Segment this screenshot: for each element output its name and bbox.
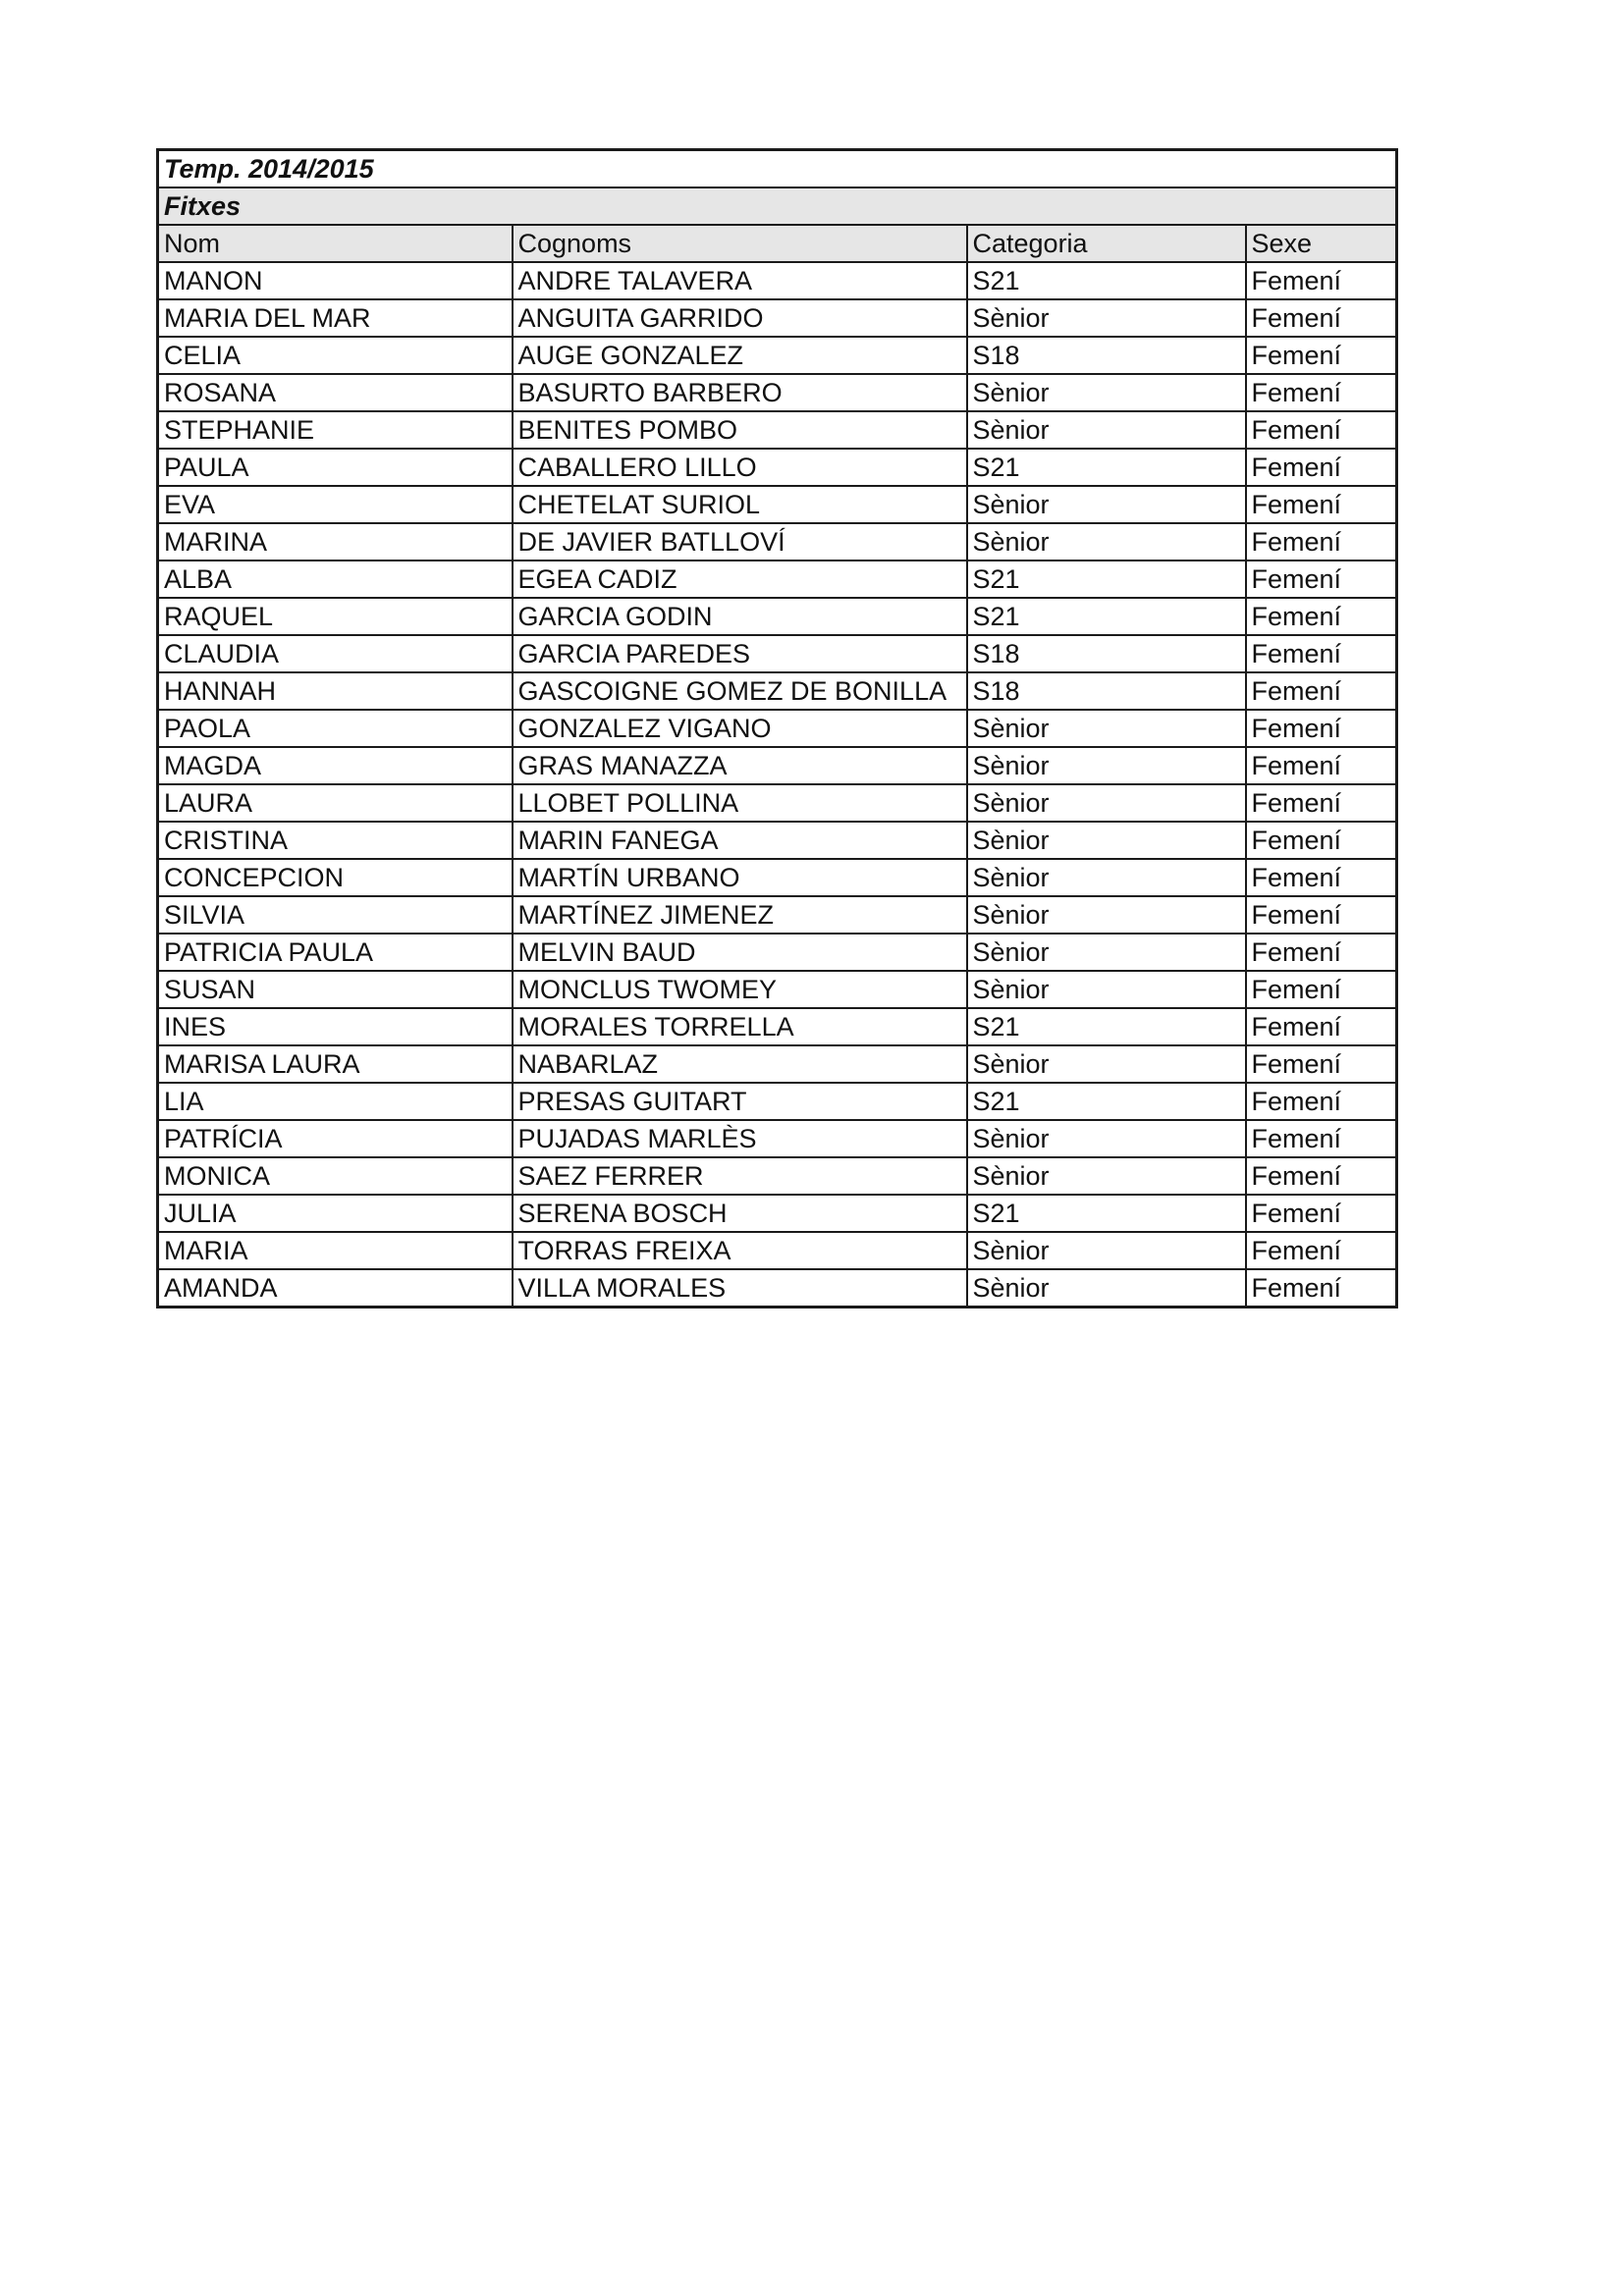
cell-nom: STEPHANIE <box>158 411 513 449</box>
column-header-nom: Nom <box>158 225 513 262</box>
table-row <box>158 1269 1397 1308</box>
table-row <box>158 672 1397 710</box>
cell-nom: PATRICIA PAULA <box>158 934 513 971</box>
cell-cognoms: BENITES POMBO <box>513 411 967 449</box>
cell-nom: MARIA DEL MAR <box>158 299 513 337</box>
cell-categoria: S21 <box>967 598 1246 635</box>
cell-categoria: Sènior <box>967 411 1246 449</box>
roster-sheet <box>156 148 1395 1308</box>
table-row <box>158 1083 1397 1120</box>
table-row <box>158 299 1397 337</box>
cell-cognoms: AUGE GONZALEZ <box>513 337 967 374</box>
cell-nom: MANON <box>158 262 513 299</box>
cell-categoria: S21 <box>967 262 1246 299</box>
cell-sexe: Femení <box>1246 971 1397 1008</box>
table-row <box>158 449 1397 486</box>
cell-categoria: Sènior <box>967 374 1246 411</box>
cell-sexe: Femení <box>1246 784 1397 822</box>
cell-nom: EVA <box>158 486 513 523</box>
cell-categoria: Sènior <box>967 784 1246 822</box>
cell-nom: JULIA <box>158 1195 513 1232</box>
cell-cognoms: MARTÍN URBANO <box>513 859 967 896</box>
cell-sexe: Femení <box>1246 896 1397 934</box>
cell-nom: LAURA <box>158 784 513 822</box>
cell-nom: CRISTINA <box>158 822 513 859</box>
table-row <box>158 1232 1397 1269</box>
table-row <box>158 710 1397 747</box>
cell-cognoms: LLOBET POLLINA <box>513 784 967 822</box>
cell-categoria: Sènior <box>967 971 1246 1008</box>
cell-nom: INES <box>158 1008 513 1045</box>
cell-sexe: Femení <box>1246 710 1397 747</box>
cell-cognoms: MONCLUS TWOMEY <box>513 971 967 1008</box>
cell-categoria: Sènior <box>967 1045 1246 1083</box>
cell-sexe: Femení <box>1246 598 1397 635</box>
cell-cognoms: MARTÍNEZ JIMENEZ <box>513 896 967 934</box>
table-row <box>158 896 1397 934</box>
cell-nom: HANNAH <box>158 672 513 710</box>
table-row <box>158 784 1397 822</box>
cell-cognoms: GARCIA PAREDES <box>513 635 967 672</box>
cell-sexe: Femení <box>1246 1195 1397 1232</box>
cell-cognoms: SERENA BOSCH <box>513 1195 967 1232</box>
cell-nom: AMANDA <box>158 1269 513 1308</box>
cell-nom: CLAUDIA <box>158 635 513 672</box>
cell-cognoms: ANDRE TALAVERA <box>513 262 967 299</box>
cell-cognoms: EGEA CADIZ <box>513 561 967 598</box>
cell-cognoms: MELVIN BAUD <box>513 934 967 971</box>
cell-sexe: Femení <box>1246 1120 1397 1157</box>
cell-sexe: Femení <box>1246 672 1397 710</box>
cell-cognoms: MORALES TORRELLA <box>513 1008 967 1045</box>
cell-categoria: S21 <box>967 1195 1246 1232</box>
table-row <box>158 635 1397 672</box>
cell-cognoms: MARIN FANEGA <box>513 822 967 859</box>
cell-sexe: Femení <box>1246 635 1397 672</box>
cell-sexe: Femení <box>1246 934 1397 971</box>
cell-categoria: S21 <box>967 1008 1246 1045</box>
roster-table <box>156 148 1398 1308</box>
cell-sexe: Femení <box>1246 747 1397 784</box>
cell-categoria: Sènior <box>967 896 1246 934</box>
season-label: Temp. 2014/2015 <box>158 150 1397 188</box>
cell-cognoms: VILLA MORALES <box>513 1269 967 1308</box>
cell-sexe: Femení <box>1246 411 1397 449</box>
cell-categoria: Sènior <box>967 710 1246 747</box>
cell-nom: CONCEPCION <box>158 859 513 896</box>
cell-categoria: Sènior <box>967 486 1246 523</box>
table-row <box>158 561 1397 598</box>
cell-categoria: S21 <box>967 1083 1246 1120</box>
cell-categoria: Sènior <box>967 859 1246 896</box>
cell-categoria: S18 <box>967 635 1246 672</box>
cell-cognoms: CHETELAT SURIOL <box>513 486 967 523</box>
cell-categoria: Sènior <box>967 1232 1246 1269</box>
cell-sexe: Femení <box>1246 1232 1397 1269</box>
table-row <box>158 1008 1397 1045</box>
table-row <box>158 822 1397 859</box>
cell-nom: CELIA <box>158 337 513 374</box>
column-header-sexe: Sexe <box>1246 225 1397 262</box>
cell-cognoms: PRESAS GUITART <box>513 1083 967 1120</box>
cell-categoria: Sènior <box>967 523 1246 561</box>
cell-categoria: Sènior <box>967 934 1246 971</box>
cell-categoria: Sènior <box>967 1157 1246 1195</box>
cell-nom: PAOLA <box>158 710 513 747</box>
cell-sexe: Femení <box>1246 822 1397 859</box>
cell-cognoms: GASCOIGNE GOMEZ DE BONILLA <box>513 672 967 710</box>
cell-sexe: Femení <box>1246 374 1397 411</box>
column-header-row <box>158 225 1397 262</box>
section-label: Fitxes <box>158 187 1397 225</box>
cell-cognoms: NABARLAZ <box>513 1045 967 1083</box>
table-row <box>158 486 1397 523</box>
table-row <box>158 337 1397 374</box>
cell-nom: LIA <box>158 1083 513 1120</box>
cell-nom: RAQUEL <box>158 598 513 635</box>
cell-sexe: Femení <box>1246 449 1397 486</box>
cell-sexe: Femení <box>1246 1157 1397 1195</box>
cell-cognoms: GONZALEZ VIGANO <box>513 710 967 747</box>
table-row <box>158 1045 1397 1083</box>
table-row <box>158 747 1397 784</box>
roster-table-body <box>158 150 1397 1308</box>
cell-categoria: S21 <box>967 449 1246 486</box>
cell-sexe: Femení <box>1246 1008 1397 1045</box>
cell-categoria: S21 <box>967 561 1246 598</box>
cell-categoria: S18 <box>967 337 1246 374</box>
cell-cognoms: BASURTO BARBERO <box>513 374 967 411</box>
cell-cognoms: TORRAS FREIXA <box>513 1232 967 1269</box>
cell-cognoms: DE JAVIER BATLLOVÍ <box>513 523 967 561</box>
cell-cognoms: GARCIA GODIN <box>513 598 967 635</box>
cell-sexe: Femení <box>1246 561 1397 598</box>
cell-nom: SUSAN <box>158 971 513 1008</box>
cell-categoria: Sènior <box>967 747 1246 784</box>
cell-nom: PATRÍCIA <box>158 1120 513 1157</box>
cell-categoria: Sènior <box>967 299 1246 337</box>
table-row <box>158 934 1397 971</box>
cell-sexe: Femení <box>1246 299 1397 337</box>
table-row <box>158 598 1397 635</box>
season-row <box>158 150 1397 188</box>
table-row <box>158 1195 1397 1232</box>
table-row <box>158 859 1397 896</box>
section-row <box>158 187 1397 225</box>
cell-cognoms: GRAS MANAZZA <box>513 747 967 784</box>
table-row <box>158 262 1397 299</box>
cell-nom: MAGDA <box>158 747 513 784</box>
cell-categoria: S18 <box>967 672 1246 710</box>
cell-cognoms: ANGUITA GARRIDO <box>513 299 967 337</box>
cell-sexe: Femení <box>1246 486 1397 523</box>
cell-nom: SILVIA <box>158 896 513 934</box>
cell-cognoms: CABALLERO LILLO <box>513 449 967 486</box>
cell-nom: MARINA <box>158 523 513 561</box>
table-row <box>158 1120 1397 1157</box>
cell-nom: MARIA <box>158 1232 513 1269</box>
table-row <box>158 374 1397 411</box>
cell-sexe: Femení <box>1246 859 1397 896</box>
cell-nom: ROSANA <box>158 374 513 411</box>
cell-categoria: Sènior <box>967 1120 1246 1157</box>
cell-sexe: Femení <box>1246 1045 1397 1083</box>
cell-categoria: Sènior <box>967 822 1246 859</box>
cell-cognoms: SAEZ FERRER <box>513 1157 967 1195</box>
cell-nom: ALBA <box>158 561 513 598</box>
cell-nom: MONICA <box>158 1157 513 1195</box>
table-row <box>158 411 1397 449</box>
column-header-cognoms: Cognoms <box>513 225 967 262</box>
table-row <box>158 1157 1397 1195</box>
cell-sexe: Femení <box>1246 523 1397 561</box>
cell-sexe: Femení <box>1246 337 1397 374</box>
table-row <box>158 523 1397 561</box>
cell-nom: MARISA LAURA <box>158 1045 513 1083</box>
cell-cognoms: PUJADAS MARLÈS <box>513 1120 967 1157</box>
cell-sexe: Femení <box>1246 1269 1397 1308</box>
cell-categoria: Sènior <box>967 1269 1246 1308</box>
cell-sexe: Femení <box>1246 1083 1397 1120</box>
cell-nom: PAULA <box>158 449 513 486</box>
table-row <box>158 971 1397 1008</box>
column-header-categoria: Categoria <box>967 225 1246 262</box>
cell-sexe: Femení <box>1246 262 1397 299</box>
